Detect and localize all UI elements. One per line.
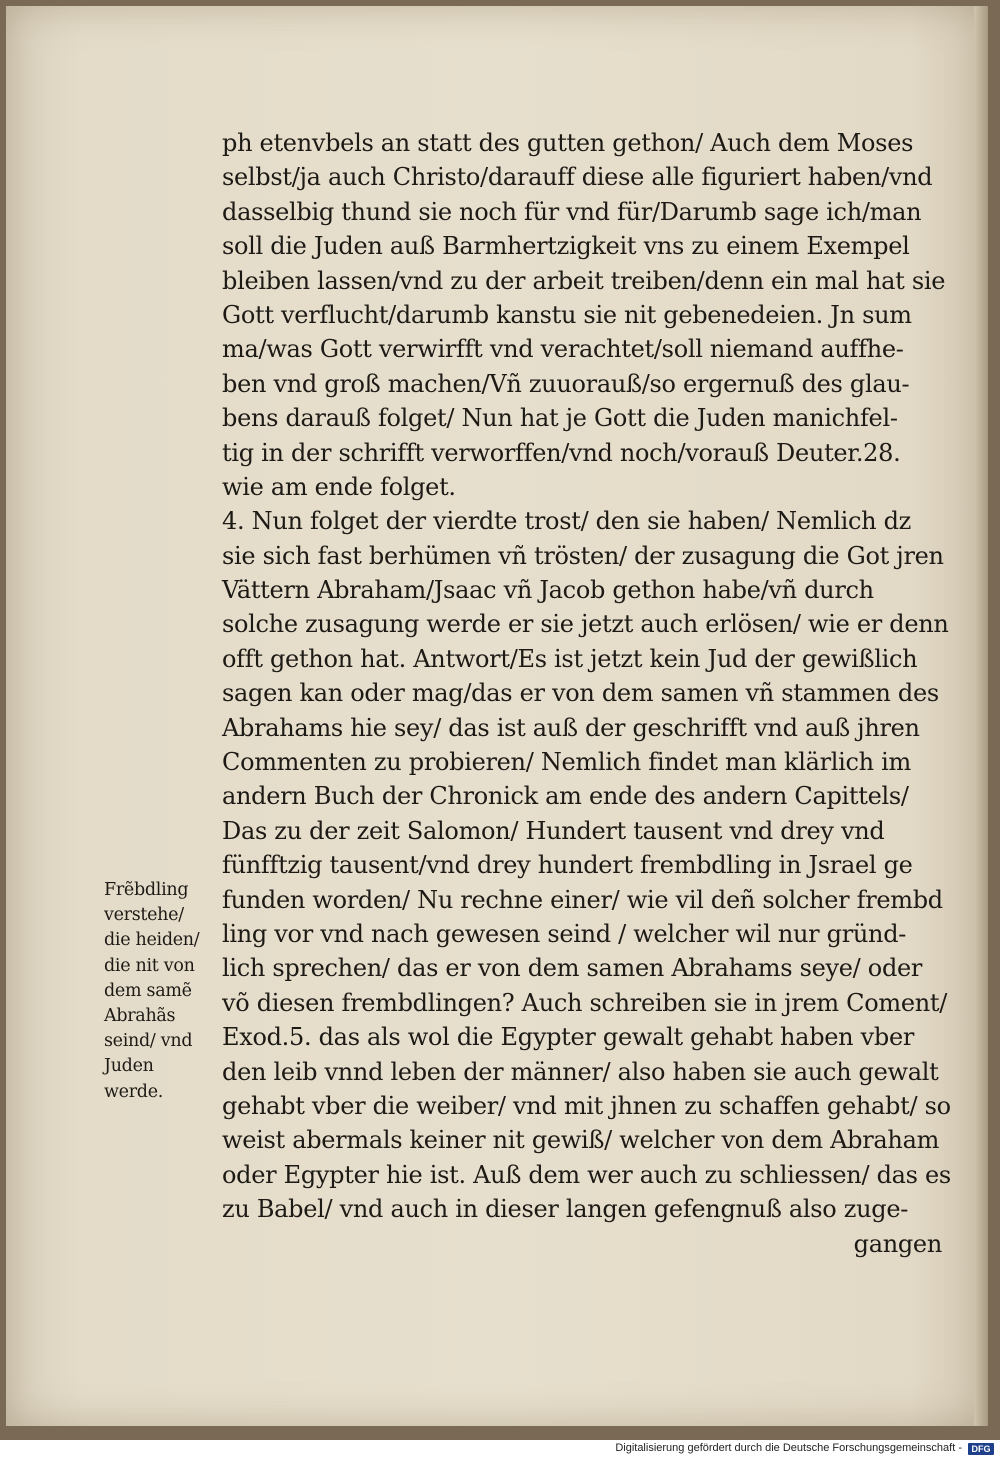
text-line: võ diesen frembdlingen? Auch schreiben sie in jrem Coment/: [222, 988, 948, 1017]
margin-note: [104, 878, 224, 1105]
text-line: oder Egypter hie ist. Auß dem wer auch zu schliessen/ das es: [222, 1160, 951, 1189]
page-binding-edge: [974, 6, 988, 1426]
margin-note-line: die nit von: [104, 955, 195, 976]
text-line: selbst/ja auch Christo/darauff diese alle figuriert haben/vnd: [222, 163, 933, 192]
text-line: ph etenvbels an statt des gutten gethon/ Auch dem Moses: [222, 129, 914, 157]
funding-notice: Digitalisierung gefördert durch die Deutsche Forschungsgemeinschaft -: [615, 1442, 962, 1454]
margin-note-line: verstehe/: [104, 905, 184, 926]
margin-note-line: die heiden/: [104, 930, 200, 951]
text-line: soll die Juden auß Barmhertzigkeit vns zu einem Exempel: [222, 232, 910, 261]
text-line: Exod.5. das als wol die Egypter gewalt gehabt haben vber: [222, 1023, 915, 1052]
text-line: dasselbig thund sie noch für vnd für/Darumb sage ich/man: [222, 197, 922, 226]
margin-note-line: Frẽbdling: [104, 880, 189, 900]
dfg-logo-icon: DFG: [968, 1443, 994, 1455]
text-line: Vättern Abraham/Jsaac vñ Jacob gethon habe/vñ durch: [222, 576, 874, 605]
text-line: Commenten zu probieren/ Nemlich findet man klärlich im: [222, 748, 911, 777]
text-line: Das zu der zeit Salomon/ Hundert tausent vnd drey vnd: [222, 816, 885, 845]
text-line: Abrahams hie sey/ das ist auß der geschrifft vnd auß jhren: [222, 713, 920, 742]
margin-note-line: Abrahãs: [104, 1005, 176, 1026]
text-line: gehabt vber die weiber/ vnd mit jhnen zu schaffen gehabt/ so: [222, 1091, 951, 1120]
text-line: fünfftzig tausent/vnd drey hundert frembdling in Jsrael ge: [222, 851, 913, 880]
margin-note-line: dem samẽ: [104, 980, 192, 1001]
text-line: 4. Nun folget der vierdte trost/ den sie haben/ Nemlich dz: [222, 507, 912, 536]
text-line: Gott verflucht/darumb kanstu sie nit gebenedeien. Jn sum: [222, 300, 912, 329]
text-line: den leib vnnd leben der männer/ also haben sie auch gewalt: [222, 1057, 939, 1086]
text-line: ben vnd groß machen/Vñ zuuorauß/so ergernuß des glau-: [222, 369, 910, 398]
text-line: bens darauß folget/ Nun hat je Gott die Juden manichfel-: [222, 404, 898, 433]
text-line: andern Buch der Chronick am ende des andern Capittels/: [222, 782, 909, 811]
text-line: weist abermals keiner nit gewiß/ welcher von dem Abraham: [222, 1126, 940, 1155]
catchword: gangen: [853, 1229, 942, 1258]
text-line: offt gethon hat. Antwort/Es ist jetzt kein Jud der gewißlich: [222, 644, 918, 673]
margin-note-line: Juden: [104, 1056, 154, 1077]
text-line: bleiben lassen/vnd zu der arbeit treiben/denn ein mal hat sie: [222, 266, 946, 295]
text-line: solche zusagung werde er sie jetzt auch erlösen/ wie er denn: [222, 610, 949, 639]
text-line: ling vor vnd nach gewesen seind / welcher wil nur gründ-: [222, 919, 907, 948]
margin-note-line: seind/ vnd: [104, 1031, 193, 1052]
text-line: tig in der schrifft verworffen/vnd noch/vorauß Deuter.28.: [222, 438, 901, 467]
text-line: sie sich fast berhümen vñ trösten/ der zusagung die Got jren: [222, 541, 944, 570]
text-line: sagen kan oder mag/das er von dem samen vñ stammen des: [222, 679, 939, 708]
text-line: funden worden/ Nu rechne einer/ wie vil deñ solcher frembd: [222, 885, 943, 914]
main-text-block: [222, 126, 951, 1261]
text-line: ma/was Gott verwirfft vnd verachtet/soll niemand auffhe-: [222, 335, 904, 364]
footer-bar: [0, 1440, 1000, 1459]
margin-note-line: werde.: [104, 1081, 164, 1102]
text-line: zu Babel/ vnd auch in dieser langen gefengnuß also zuge-: [222, 1195, 909, 1224]
text-line: lich sprechen/ das er von dem samen Abrahams seye/ oder: [222, 954, 923, 983]
text-line: wie am ende folget.: [222, 472, 456, 501]
